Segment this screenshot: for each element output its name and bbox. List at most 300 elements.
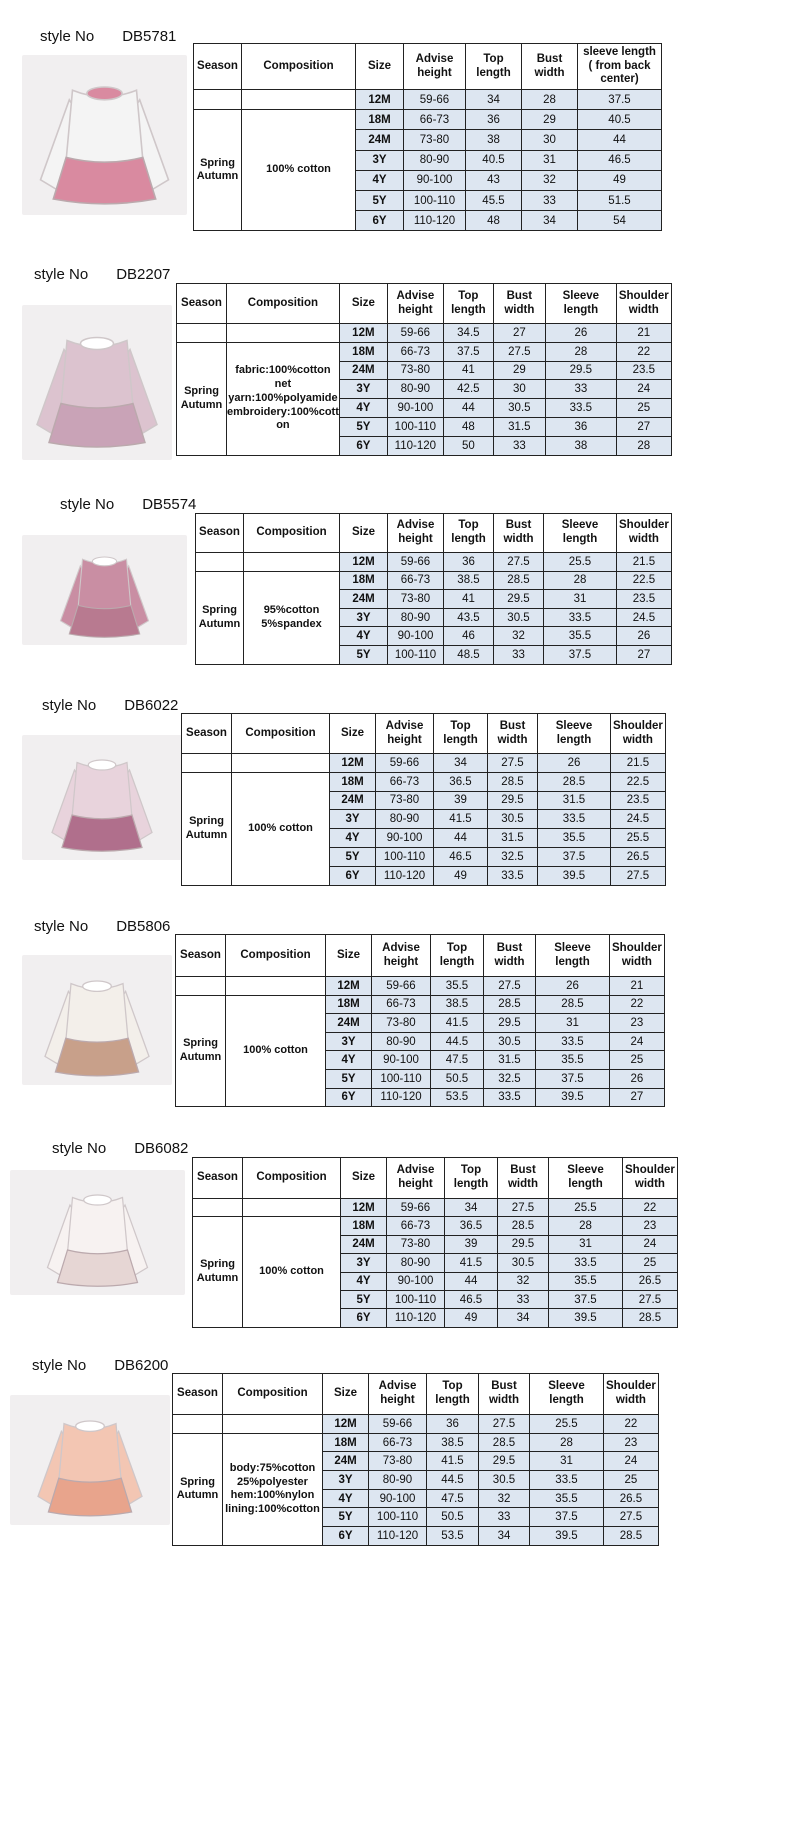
column-header: Composition bbox=[223, 1374, 323, 1415]
blank-cell bbox=[173, 1415, 223, 1434]
measurement-cell: 33 bbox=[545, 380, 616, 399]
measurement-cell: 110-120 bbox=[404, 211, 466, 231]
blank-cell bbox=[242, 90, 356, 110]
size-cell: 3Y bbox=[356, 150, 404, 170]
measurement-cell: 26 bbox=[538, 754, 611, 773]
column-header: Advise height bbox=[372, 935, 431, 977]
measurement-cell: 100-110 bbox=[372, 1069, 431, 1088]
season-cell: Spring Autumn bbox=[182, 772, 232, 885]
measurement-cell: 66-73 bbox=[372, 995, 431, 1014]
table-row bbox=[176, 977, 665, 996]
column-header: Top length bbox=[431, 935, 484, 977]
measurement-cell: 41.5 bbox=[445, 1254, 498, 1272]
measurement-cell: 54 bbox=[578, 211, 662, 231]
measurement-cell: 35.5 bbox=[530, 1489, 604, 1508]
measurement-cell: 90-100 bbox=[387, 399, 443, 418]
measurement-cell: 29.5 bbox=[498, 1235, 549, 1253]
measurement-cell: 28.5 bbox=[536, 995, 610, 1014]
measurement-cell: 33.5 bbox=[538, 810, 611, 829]
measurement-cell: 32 bbox=[494, 627, 544, 646]
measurement-cell: 44.5 bbox=[427, 1471, 479, 1490]
season-cell: Spring Autumn bbox=[193, 1217, 243, 1327]
measurement-cell: 80-90 bbox=[387, 1254, 445, 1272]
size-cell: 5Y bbox=[326, 1069, 372, 1088]
measurement-cell: 31.5 bbox=[484, 1051, 536, 1070]
measurement-cell: 29.5 bbox=[488, 791, 538, 810]
measurement-cell: 28.5 bbox=[479, 1433, 530, 1452]
measurement-cell: 30.5 bbox=[494, 608, 544, 627]
column-header: Season bbox=[194, 44, 242, 90]
style-no-caption: style No bbox=[34, 266, 89, 283]
table-row bbox=[194, 90, 662, 110]
table-row bbox=[176, 995, 665, 1014]
column-header: Composition bbox=[227, 284, 340, 324]
measurement-cell: 28.5 bbox=[484, 995, 536, 1014]
measurement-cell: 80-90 bbox=[376, 810, 434, 829]
column-header: Bust width bbox=[494, 514, 544, 553]
style-no-caption: style No bbox=[52, 1140, 107, 1157]
measurement-cell: 31.5 bbox=[488, 829, 538, 848]
blank-cell bbox=[176, 977, 226, 996]
measurement-cell: 30.5 bbox=[493, 399, 545, 418]
measurement-cell: 27.5 bbox=[623, 1290, 678, 1308]
style-number-label bbox=[60, 496, 196, 513]
blank-cell bbox=[243, 1199, 341, 1217]
white-ruffle-collar-blouse-photo bbox=[10, 1170, 185, 1295]
measurement-cell: 80-90 bbox=[372, 1032, 431, 1051]
season-cell: Spring Autumn bbox=[194, 110, 242, 231]
column-header: Top length bbox=[444, 514, 494, 553]
size-chart-table bbox=[176, 283, 672, 456]
measurement-cell: 27.5 bbox=[498, 1199, 549, 1217]
column-header: Bust width bbox=[479, 1374, 530, 1415]
measurement-cell: 26 bbox=[617, 627, 672, 646]
size-cell: 18M bbox=[341, 1217, 387, 1235]
measurement-cell: 33.5 bbox=[549, 1254, 623, 1272]
measurement-cell: 44.5 bbox=[431, 1032, 484, 1051]
measurement-cell: 28.5 bbox=[604, 1527, 659, 1546]
column-header: Size bbox=[340, 514, 388, 553]
measurement-cell: 24.5 bbox=[617, 608, 672, 627]
measurement-cell: 28.5 bbox=[538, 772, 611, 791]
measurement-cell: 23 bbox=[610, 1014, 665, 1033]
size-chart-table bbox=[181, 713, 666, 886]
measurement-cell: 39.5 bbox=[536, 1088, 610, 1107]
measurement-cell: 36 bbox=[444, 553, 494, 572]
column-header: Bust width bbox=[493, 284, 545, 324]
measurement-cell: 66-73 bbox=[387, 342, 443, 361]
measurement-cell: 33.5 bbox=[530, 1471, 604, 1490]
measurement-cell: 59-66 bbox=[372, 977, 431, 996]
measurement-cell: 31 bbox=[536, 1014, 610, 1033]
measurement-cell: 23.5 bbox=[617, 590, 672, 609]
size-cell: 4Y bbox=[341, 1272, 387, 1290]
table-row bbox=[173, 1433, 659, 1452]
peach-knit-sweater-photo bbox=[10, 1395, 170, 1525]
measurement-cell: 100-110 bbox=[376, 847, 434, 866]
table-row bbox=[196, 571, 672, 590]
measurement-cell: 23.5 bbox=[611, 791, 666, 810]
size-cell: 24M bbox=[330, 791, 376, 810]
season-cell: Spring Autumn bbox=[196, 571, 244, 664]
table-row bbox=[177, 324, 672, 343]
measurement-cell: 33 bbox=[493, 436, 545, 455]
measurement-cell: 32.5 bbox=[484, 1069, 536, 1088]
measurement-cell: 46.5 bbox=[434, 847, 488, 866]
measurement-cell: 37.5 bbox=[544, 645, 617, 664]
measurement-cell: 31 bbox=[522, 150, 578, 170]
measurement-cell: 46 bbox=[444, 627, 494, 646]
size-cell: 12M bbox=[341, 1199, 387, 1217]
measurement-cell: 29 bbox=[493, 361, 545, 380]
column-header: Size bbox=[356, 44, 404, 90]
measurement-cell: 48 bbox=[466, 211, 522, 231]
measurement-cell: 90-100 bbox=[372, 1051, 431, 1070]
measurement-cell: 33.5 bbox=[484, 1088, 536, 1107]
column-header: Advise height bbox=[376, 714, 434, 754]
measurement-cell: 80-90 bbox=[387, 380, 443, 399]
size-cell: 5Y bbox=[330, 847, 376, 866]
measurement-cell: 80-90 bbox=[369, 1471, 427, 1490]
column-header: Bust width bbox=[522, 44, 578, 90]
size-cell: 18M bbox=[326, 995, 372, 1014]
measurement-cell: 41 bbox=[443, 361, 493, 380]
measurement-cell: 33 bbox=[522, 190, 578, 210]
measurement-cell: 38 bbox=[466, 130, 522, 150]
measurement-cell: 37.5 bbox=[536, 1069, 610, 1088]
measurement-cell: 38 bbox=[545, 436, 616, 455]
measurement-cell: 90-100 bbox=[376, 829, 434, 848]
measurement-cell: 37.5 bbox=[530, 1508, 604, 1527]
measurement-cell: 27.5 bbox=[488, 754, 538, 773]
column-header: Season bbox=[173, 1374, 223, 1415]
style-no-caption: style No bbox=[34, 918, 89, 935]
white-floral-blouse-photo bbox=[22, 55, 187, 215]
size-chart-table bbox=[172, 1373, 659, 1546]
measurement-cell: 22.5 bbox=[617, 571, 672, 590]
measurement-cell: 39.5 bbox=[530, 1527, 604, 1546]
measurement-cell: 39.5 bbox=[549, 1309, 623, 1327]
size-cell: 12M bbox=[326, 977, 372, 996]
size-cell: 3Y bbox=[326, 1032, 372, 1051]
measurement-cell: 29.5 bbox=[494, 590, 544, 609]
measurement-cell: 28 bbox=[530, 1433, 604, 1452]
measurement-cell: 25.5 bbox=[544, 553, 617, 572]
size-cell: 3Y bbox=[340, 608, 388, 627]
size-cell: 24M bbox=[341, 1235, 387, 1253]
column-header: Season bbox=[177, 284, 227, 324]
style-no-caption: style No bbox=[42, 697, 97, 714]
column-header: Size bbox=[326, 935, 372, 977]
season-cell: Spring Autumn bbox=[177, 342, 227, 455]
measurement-cell: 32 bbox=[522, 170, 578, 190]
measurement-cell: 110-120 bbox=[387, 1309, 445, 1327]
table-row bbox=[182, 754, 666, 773]
measurement-cell: 23 bbox=[604, 1433, 659, 1452]
size-cell: 3Y bbox=[330, 810, 376, 829]
size-chart-table bbox=[193, 43, 662, 231]
composition-cell: body:75%cotton 25%polyester hem:100%nylon lining:100%cotton bbox=[223, 1433, 323, 1545]
blank-cell bbox=[182, 754, 232, 773]
measurement-cell: 21 bbox=[610, 977, 665, 996]
table-row bbox=[182, 772, 666, 791]
composition-cell: 100% cotton bbox=[232, 772, 330, 885]
measurement-cell: 100-110 bbox=[404, 190, 466, 210]
measurement-cell: 34 bbox=[445, 1199, 498, 1217]
measurement-cell: 37.5 bbox=[538, 847, 611, 866]
composition-cell: 100% cotton bbox=[226, 995, 326, 1107]
measurement-cell: 53.5 bbox=[431, 1088, 484, 1107]
measurement-cell: 24 bbox=[616, 380, 671, 399]
size-cell: 18M bbox=[339, 342, 387, 361]
measurement-cell: 40.5 bbox=[578, 110, 662, 130]
measurement-cell: 90-100 bbox=[369, 1489, 427, 1508]
size-cell: 4Y bbox=[356, 170, 404, 190]
measurement-cell: 37.5 bbox=[443, 342, 493, 361]
size-cell: 6Y bbox=[341, 1309, 387, 1327]
measurement-cell: 38.5 bbox=[431, 995, 484, 1014]
measurement-cell: 34.5 bbox=[443, 324, 493, 343]
size-cell: 18M bbox=[330, 772, 376, 791]
column-header: Season bbox=[182, 714, 232, 754]
measurement-cell: 31 bbox=[549, 1235, 623, 1253]
measurement-cell: 25.5 bbox=[611, 829, 666, 848]
size-cell: 24M bbox=[323, 1452, 369, 1471]
size-cell: 5Y bbox=[341, 1290, 387, 1308]
measurement-cell: 30.5 bbox=[484, 1032, 536, 1051]
measurement-cell: 36 bbox=[545, 417, 616, 436]
measurement-cell: 59-66 bbox=[404, 90, 466, 110]
measurement-cell: 80-90 bbox=[404, 150, 466, 170]
measurement-cell: 36 bbox=[427, 1415, 479, 1434]
measurement-cell: 22 bbox=[604, 1415, 659, 1434]
size-chart-table bbox=[192, 1157, 678, 1328]
measurement-cell: 66-73 bbox=[388, 571, 444, 590]
column-header: Composition bbox=[243, 1158, 341, 1199]
measurement-cell: 30 bbox=[522, 130, 578, 150]
measurement-cell: 26.5 bbox=[611, 847, 666, 866]
column-header: Advise height bbox=[388, 514, 444, 553]
measurement-cell: 25 bbox=[616, 399, 671, 418]
composition-cell: 95%cotton 5%spandex bbox=[244, 571, 340, 664]
size-cell: 5Y bbox=[339, 417, 387, 436]
style-number-value: DB6022 bbox=[124, 697, 179, 714]
measurement-cell: 27 bbox=[610, 1088, 665, 1107]
measurement-cell: 24 bbox=[623, 1235, 678, 1253]
measurement-cell: 21.5 bbox=[617, 553, 672, 572]
size-cell: 18M bbox=[356, 110, 404, 130]
size-cell: 18M bbox=[340, 571, 388, 590]
measurement-cell: 46.5 bbox=[578, 150, 662, 170]
measurement-cell: 27 bbox=[493, 324, 545, 343]
measurement-cell: 39.5 bbox=[538, 866, 611, 885]
size-cell: 6Y bbox=[330, 866, 376, 885]
measurement-cell: 29.5 bbox=[479, 1452, 530, 1471]
measurement-cell: 48 bbox=[443, 417, 493, 436]
size-cell: 3Y bbox=[339, 380, 387, 399]
size-cell: 12M bbox=[323, 1415, 369, 1434]
column-header: Advise height bbox=[369, 1374, 427, 1415]
style-number-value: DB2207 bbox=[116, 266, 171, 283]
size-cell: 6Y bbox=[356, 211, 404, 231]
measurement-cell: 33.5 bbox=[488, 866, 538, 885]
composition-cell: 100% cotton bbox=[243, 1217, 341, 1327]
measurement-cell: 21 bbox=[616, 324, 671, 343]
measurement-cell: 33 bbox=[498, 1290, 549, 1308]
measurement-cell: 30.5 bbox=[488, 810, 538, 829]
column-header: Top length bbox=[466, 44, 522, 90]
measurement-cell: 49 bbox=[434, 866, 488, 885]
blank-cell bbox=[196, 553, 244, 572]
measurement-cell: 27.5 bbox=[611, 866, 666, 885]
column-header: Top length bbox=[445, 1158, 498, 1199]
measurement-cell: 34 bbox=[498, 1309, 549, 1327]
column-header: Size bbox=[330, 714, 376, 754]
measurement-cell: 90-100 bbox=[404, 170, 466, 190]
size-cell: 6Y bbox=[339, 436, 387, 455]
measurement-cell: 25.5 bbox=[530, 1415, 604, 1434]
measurement-cell: 27.5 bbox=[479, 1415, 530, 1434]
measurement-cell: 25 bbox=[610, 1051, 665, 1070]
blank-cell bbox=[223, 1415, 323, 1434]
size-cell: 5Y bbox=[340, 645, 388, 664]
measurement-cell: 27.5 bbox=[493, 342, 545, 361]
column-header: Size bbox=[341, 1158, 387, 1199]
size-cell: 12M bbox=[340, 553, 388, 572]
size-cell: 24M bbox=[326, 1014, 372, 1033]
measurement-cell: 47.5 bbox=[431, 1051, 484, 1070]
blank-cell bbox=[244, 553, 340, 572]
measurement-cell: 28 bbox=[549, 1217, 623, 1235]
style-number-value: DB5781 bbox=[122, 28, 177, 45]
measurement-cell: 33 bbox=[494, 645, 544, 664]
season-cell: Spring Autumn bbox=[173, 1433, 223, 1545]
blank-cell bbox=[226, 977, 326, 996]
season-cell: Spring Autumn bbox=[176, 995, 226, 1107]
measurement-cell: 31 bbox=[544, 590, 617, 609]
size-cell: 3Y bbox=[323, 1471, 369, 1490]
measurement-cell: 100-110 bbox=[387, 1290, 445, 1308]
table-row bbox=[173, 1415, 659, 1434]
column-header: Top length bbox=[434, 714, 488, 754]
measurement-cell: 50 bbox=[443, 436, 493, 455]
column-header: Sleeve length bbox=[538, 714, 611, 754]
column-header: Sleeve length bbox=[530, 1374, 604, 1415]
composition-cell: fabric:100%cotton net yarn:100%polyamide embroidery:100%cott on bbox=[227, 342, 340, 455]
blank-cell bbox=[193, 1199, 243, 1217]
measurement-cell: 44 bbox=[578, 130, 662, 150]
measurement-cell: 24.5 bbox=[611, 810, 666, 829]
measurement-cell: 38.5 bbox=[427, 1433, 479, 1452]
measurement-cell: 27 bbox=[616, 417, 671, 436]
measurement-cell: 28.5 bbox=[498, 1217, 549, 1235]
style-no-caption: style No bbox=[60, 496, 115, 513]
measurement-cell: 90-100 bbox=[387, 1272, 445, 1290]
measurement-cell: 34 bbox=[466, 90, 522, 110]
measurement-cell: 73-80 bbox=[404, 130, 466, 150]
measurement-cell: 28 bbox=[544, 571, 617, 590]
size-cell: 12M bbox=[330, 754, 376, 773]
measurement-cell: 27.5 bbox=[604, 1508, 659, 1527]
measurement-cell: 30.5 bbox=[479, 1471, 530, 1490]
measurement-cell: 32 bbox=[498, 1272, 549, 1290]
measurement-cell: 26 bbox=[610, 1069, 665, 1088]
measurement-cell: 41.5 bbox=[434, 810, 488, 829]
measurement-cell: 37.5 bbox=[578, 90, 662, 110]
measurement-cell: 39 bbox=[434, 791, 488, 810]
column-header: Shoulder width bbox=[611, 714, 666, 754]
size-cell: 5Y bbox=[356, 190, 404, 210]
column-header: Composition bbox=[226, 935, 326, 977]
measurement-cell: 73-80 bbox=[387, 361, 443, 380]
column-header: Shoulder width bbox=[604, 1374, 659, 1415]
measurement-cell: 23.5 bbox=[616, 361, 671, 380]
measurement-cell: 50.5 bbox=[427, 1508, 479, 1527]
measurement-cell: 73-80 bbox=[376, 791, 434, 810]
measurement-cell: 40.5 bbox=[466, 150, 522, 170]
style-number-value: DB5574 bbox=[142, 496, 197, 513]
size-cell: 5Y bbox=[323, 1508, 369, 1527]
measurement-cell: 28.5 bbox=[494, 571, 544, 590]
measurement-cell: 73-80 bbox=[372, 1014, 431, 1033]
style-number-label bbox=[40, 28, 176, 45]
size-cell: 6Y bbox=[326, 1088, 372, 1107]
table-row bbox=[194, 110, 662, 130]
measurement-cell: 31 bbox=[530, 1452, 604, 1471]
table-row bbox=[177, 342, 672, 361]
column-header: sleeve length ( from back center) bbox=[578, 44, 662, 90]
measurement-cell: 110-120 bbox=[369, 1527, 427, 1546]
pink-floral-blouse-photo bbox=[22, 735, 182, 860]
measurement-cell: 59-66 bbox=[387, 1199, 445, 1217]
size-chart-table bbox=[195, 513, 672, 665]
pink-mesh-top-photo bbox=[22, 305, 172, 460]
measurement-cell: 59-66 bbox=[387, 324, 443, 343]
size-cell: 4Y bbox=[326, 1051, 372, 1070]
column-header: Season bbox=[196, 514, 244, 553]
column-header: Top length bbox=[443, 284, 493, 324]
measurement-cell: 38.5 bbox=[444, 571, 494, 590]
column-header: Composition bbox=[244, 514, 340, 553]
measurement-cell: 80-90 bbox=[388, 608, 444, 627]
style-number-label bbox=[42, 697, 178, 714]
column-header: Size bbox=[323, 1374, 369, 1415]
measurement-cell: 28.5 bbox=[488, 772, 538, 791]
measurement-cell: 34 bbox=[522, 211, 578, 231]
column-header: Advise height bbox=[404, 44, 466, 90]
measurement-cell: 73-80 bbox=[369, 1452, 427, 1471]
measurement-cell: 34 bbox=[479, 1527, 530, 1546]
measurement-cell: 53.5 bbox=[427, 1527, 479, 1546]
measurement-cell: 35.5 bbox=[544, 627, 617, 646]
measurement-cell: 27 bbox=[617, 645, 672, 664]
table-row bbox=[193, 1199, 678, 1217]
measurement-cell: 24 bbox=[610, 1032, 665, 1051]
measurement-cell: 110-120 bbox=[376, 866, 434, 885]
style-number-label bbox=[34, 918, 170, 935]
measurement-cell: 43.5 bbox=[444, 608, 494, 627]
measurement-cell: 28 bbox=[616, 436, 671, 455]
style-number-value: DB6082 bbox=[134, 1140, 189, 1157]
pink-ruffle-dress-photo bbox=[22, 535, 187, 645]
column-header: Sleeve length bbox=[549, 1158, 623, 1199]
measurement-cell: 44 bbox=[445, 1272, 498, 1290]
column-header: Shoulder width bbox=[617, 514, 672, 553]
column-header: Sleeve length bbox=[545, 284, 616, 324]
measurement-cell: 26 bbox=[545, 324, 616, 343]
measurement-cell: 59-66 bbox=[388, 553, 444, 572]
measurement-cell: 27.5 bbox=[494, 553, 544, 572]
